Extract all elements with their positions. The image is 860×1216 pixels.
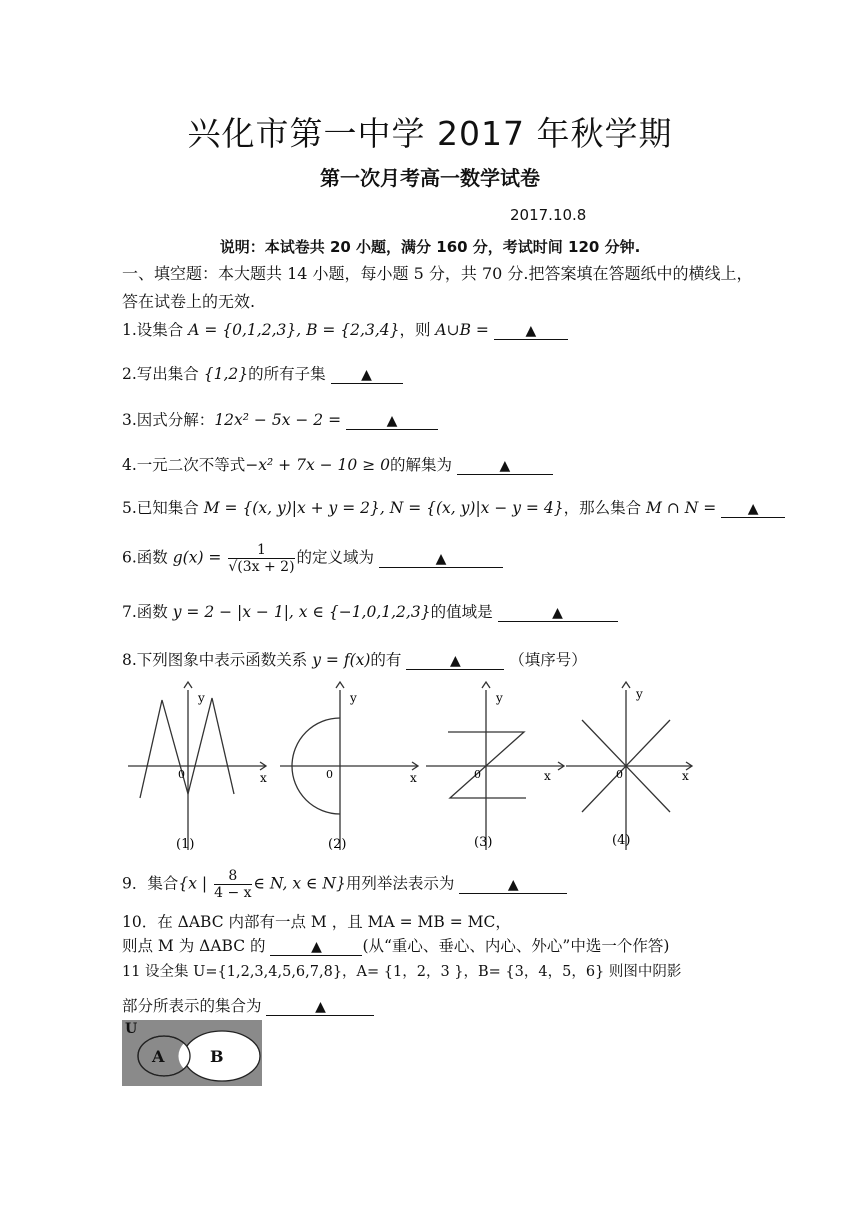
set-a-label: A (152, 1047, 165, 1066)
math-expression: M = {(x, y)|x + y = 2}, N = {(x, y)|x − y = 4} (203, 499, 564, 517)
venn-diagram (122, 1020, 262, 1086)
question-text: 设集合 (136, 321, 189, 339)
answer-blank[interactable] (346, 411, 438, 430)
origin-label: 0 (178, 768, 185, 781)
section-instructions: 一、填空题：本大题共 14 小题，每小题 5 分，共 70 分.把答案填在答题纸中的横线上，答在试卷上的无效. (122, 264, 753, 311)
answer-blank[interactable] (459, 875, 567, 894)
fraction-denominator: 4 − x (214, 885, 252, 901)
question-2 (122, 362, 403, 384)
math-expression: A∪B = (435, 321, 489, 339)
triangle-marker: ▲ (386, 413, 398, 429)
question-3 (122, 408, 438, 430)
graph-2 (276, 680, 426, 860)
graph-4 (562, 680, 712, 860)
exam-note: 说明：本试卷共 20 小题，满分 160 分，考试时间 120 分钟. (219, 238, 641, 256)
question-10-line-1: 10．在 ΔABC 内部有一点 M ，且 MA = MB = MC， (122, 913, 511, 931)
answer-blank[interactable] (721, 499, 785, 518)
question-text: 集合 (147, 874, 179, 893)
fraction-numerator: 1 (228, 542, 294, 559)
triangle-marker: ▲ (361, 367, 372, 383)
graph-label: (2) (328, 837, 347, 852)
origin-label: 0 (616, 768, 623, 781)
graph-label: (1) (176, 837, 195, 852)
question-number: 1. (122, 321, 137, 339)
answer-blank[interactable] (331, 365, 403, 384)
question-6 (122, 542, 503, 575)
question-number: 9． (122, 874, 148, 893)
question-text: 的有 (370, 651, 402, 669)
question-text: 函数 (136, 603, 173, 621)
question-text: （填序号） (509, 651, 587, 669)
fraction-denominator: √(3x + 2) (228, 559, 295, 575)
question-number: 3. (122, 411, 137, 429)
question-text: (从“重心、垂心、内心、外心”中选一个作答) (362, 937, 670, 955)
question-text: 函数 (136, 548, 173, 567)
graph-1 (124, 680, 274, 860)
question-text: 的解集为 (389, 456, 452, 474)
question-text: 下列图象中表示函数关系 (136, 651, 313, 669)
question-number: 5. (122, 499, 137, 517)
question-text: 的值域是 (430, 603, 493, 621)
fraction-numerator: 8 (214, 868, 251, 885)
question-7 (122, 600, 618, 622)
set-b-label: B (210, 1047, 224, 1066)
question-10-line-2 (122, 934, 669, 956)
exam-title: 兴化市第一中学 2017 年秋学期 (187, 114, 673, 153)
origin-label: 0 (326, 768, 333, 781)
graph-3 (422, 680, 572, 860)
axis-y-label: y (496, 691, 503, 705)
question-text: 的定义域为 (296, 548, 375, 567)
graph-label: (3) (474, 835, 493, 850)
question-9 (122, 868, 567, 901)
exam-subtitle: 第一次月考高一数学试卷 (320, 166, 540, 190)
triangle-marker: ▲ (525, 323, 537, 339)
math-expression: g(x) = (172, 548, 222, 567)
question-text: ，那么集合 (563, 499, 647, 517)
answer-blank[interactable] (266, 997, 374, 1016)
question-text: 一元二次不等式 (136, 456, 246, 474)
question-1 (122, 318, 568, 340)
question-text: 则点 M 为 ΔABC 的 (122, 937, 266, 955)
axis-x-label: x (260, 771, 267, 785)
question-number: 2. (122, 365, 137, 383)
triangle-marker: ▲ (552, 605, 563, 621)
math-expression: M ∩ N = (646, 499, 717, 517)
question-4 (122, 453, 553, 475)
triangle-marker: ▲ (747, 501, 759, 517)
math-expression: {1,2} (203, 365, 249, 383)
question-number: 8. (122, 651, 137, 669)
question-text: ，则 (399, 321, 436, 339)
fraction (214, 868, 251, 901)
question-text: 写出集合 (136, 365, 204, 383)
universe-label: U (125, 1021, 138, 1037)
math-expression: y = f(x) (312, 651, 371, 669)
axis-y-label: y (350, 691, 357, 705)
triangle-marker: ▲ (449, 653, 461, 669)
axis-x-label: x (544, 769, 551, 783)
triangle-marker: ▲ (315, 999, 326, 1015)
question-text: 部分所表示的集合为 (122, 997, 262, 1015)
math-expression: 12x² − 5x − 2 = (214, 411, 342, 429)
fraction (228, 542, 294, 575)
answer-blank[interactable] (406, 651, 504, 670)
answer-blank[interactable] (494, 321, 568, 340)
origin-label: 0 (474, 768, 481, 781)
math-expression: {x | (178, 874, 208, 893)
answer-blank[interactable] (379, 549, 503, 568)
math-expression: ∈ N, x ∈ N} (253, 874, 346, 893)
triangle-marker: ▲ (499, 458, 511, 474)
question-11-line-1: 11 设全集 U={1,2,3,4,5,6,7,8}，A= {1，2，3 }，B= {3，4，5，6} 则图中阴影 (122, 964, 682, 980)
axis-x-label: x (682, 769, 689, 783)
triangle-marker: ▲ (507, 876, 519, 893)
axis-y-label: y (198, 691, 205, 705)
question-8 (122, 648, 587, 670)
question-5 (122, 496, 785, 518)
exam-date: 2017.10.8 (510, 206, 587, 224)
answer-blank[interactable] (270, 937, 362, 956)
graph-label: (4) (612, 833, 631, 848)
triangle-marker: ▲ (311, 939, 322, 955)
math-expression: −x² + 7x − 10 ≥ 0 (245, 456, 390, 474)
answer-blank[interactable] (498, 603, 618, 622)
question-11-line-2 (122, 994, 374, 1016)
question-number: 6. (122, 548, 137, 567)
math-expression: y = 2 − |x − 1|, x ∈ {−1,0,1,2,3} (172, 603, 431, 621)
question-number: 4. (122, 456, 137, 474)
question-text: 的所有子集 (248, 365, 326, 383)
question-number: 7. (122, 603, 137, 621)
question-text: 用列举法表示为 (345, 874, 455, 893)
question-text: 已知集合 (136, 499, 204, 517)
axis-x-label: x (410, 771, 417, 785)
question-text: 因式分解： (136, 411, 215, 429)
answer-blank[interactable] (457, 456, 553, 475)
math-expression: A = {0,1,2,3}, B = {2,3,4} (188, 321, 400, 339)
triangle-marker: ▲ (435, 550, 447, 567)
axis-y-label: y (636, 687, 643, 701)
